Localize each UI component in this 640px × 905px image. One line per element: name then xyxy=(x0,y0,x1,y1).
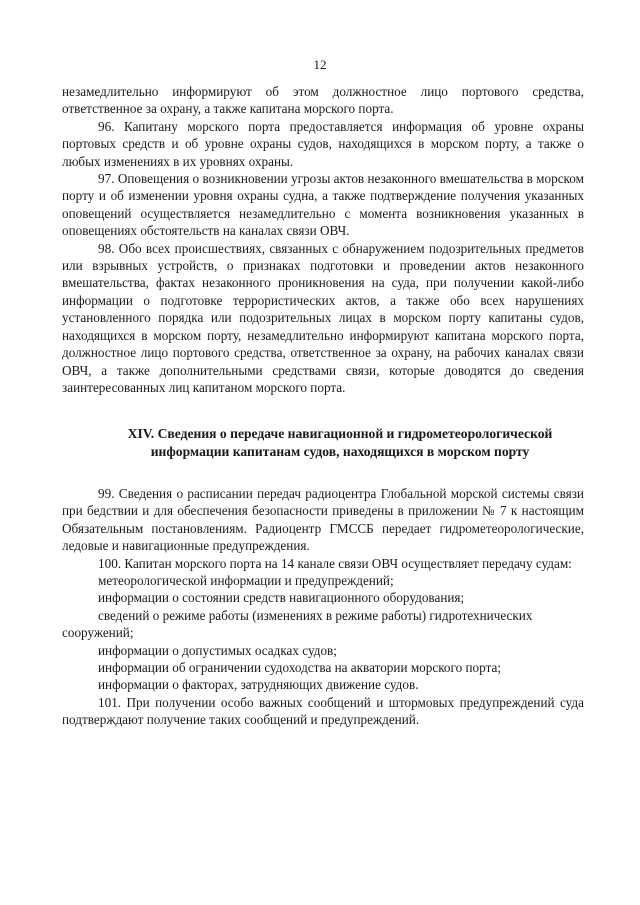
bottom-text-block xyxy=(62,485,584,729)
paragraph-97: 97. Оповещения о возникновении угрозы актов незаконного вмешательства в морском порту и об изменении уровня охраны судна, а также подтверждение получения указанных оповещений осуществляется незамедлительно с момента возникновения указанных в оповещениях обстоятельств на каналах связи ОВЧ. xyxy=(62,171,584,239)
list-item: метеорологической информации и предупреждений; xyxy=(98,573,394,589)
list-item: информации о состоянии средств навигационного оборудования; xyxy=(98,590,465,606)
paragraph-100: 100. Капитан морского порта на 14 канале связи ОВЧ осуществляет передачу судам: xyxy=(98,555,572,571)
paragraph-continuation: незамедлительно информируют об этом должностное лицо портового средства, ответственное за охрану, а также капитана морского порта. xyxy=(62,84,584,117)
section-heading-line1: XIV. Сведения о передаче навигационной и гидрометеорологической xyxy=(127,426,553,441)
page-number: 12 xyxy=(313,57,327,72)
list-item: сведений о режиме работы (изменениях в режиме работы) гидротехнических сооружений; xyxy=(62,607,533,641)
top-text-block xyxy=(62,83,584,396)
paragraph-96: 96. Капитану морского порта предоставляется информация об уровне охраны портовых средств и об уровне охраны судов, находящихся в морском порту, а также о любых изменениях в их уровнях охраны. xyxy=(62,118,584,169)
list-item: информации о допустимых осадках судов; xyxy=(98,642,337,658)
section-heading-line2: информации капитанам судов, находящихся в морском порту xyxy=(150,444,530,459)
section-heading xyxy=(90,425,590,461)
paragraph-99: 99. Сведения о расписании передач радиоцентра Глобальной морской системы связи при бедствии и для обеспечения безопасности приведены в приложении № 7 к настоящим Обязательным постановлениям. Радиоцентр ГМССБ передает гидрометеорологические, ледовые и навигационные предупреждения. xyxy=(62,486,584,554)
paragraph-101: 101. При получении особо важных сообщений и штормовых предупреждений суда подтверждают получение таких сообщений и предупреждений. xyxy=(62,694,584,728)
paragraph-98: 98. Обо всех происшествиях, связанных с обнаружением подозрительных предметов или взрывных устройств, о признаках подготовки и проведении актов незаконного вмешательства, фактах незаконного проникновения на суда, при получении какой-либо информации о подготовке террористических актов, а также обо всех нарушениях установленного порядка или подозрительных лицах в морском порту капитаны судов, находящихся в морском порту, незамедлительно информируют капитана морского порта, должностное лицо портового средства, ответственное за охрану, на рабочих каналах связи ОВЧ, а также дополнительными средствами связи, которые доводятся до сведения заинтересованных лиц капитаном морского порта. xyxy=(62,240,584,395)
list-item: информации об ограничении судоходства на акватории морского порта; xyxy=(98,660,502,676)
list-item: информации о факторах, затрудняющих движение судов. xyxy=(98,677,419,693)
